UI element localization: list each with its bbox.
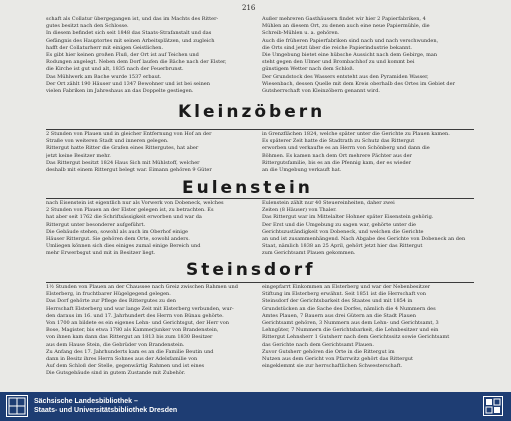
text-line: gutes besitzt nach den Schlosse. [46, 23, 129, 30]
text-line: Auch die früheren Papierfabriken sind nach und nach verschwunden, [262, 37, 439, 44]
text-line: Auf dem Schloß der Stelle, gegenwärtig Rahmen und ist eines [46, 363, 205, 370]
text-line: Mühlen an diesem Ort, zu denen auch eine neue Papiermühle, die [262, 23, 430, 30]
text-line: den daraus im 16. und 17. Jahrhundert des Herrn von Bünau gehörte. [46, 312, 224, 319]
text-line: Rittergutsfamilie, bis es an die Pfennig kam, der es wieder [262, 159, 412, 166]
text-line: Gefängnis des Hauptortes mit seinen Arbeitsplätzen, und zugleich [46, 37, 215, 44]
section-rule [46, 198, 474, 199]
text-line: aus dem Hause Stein, die Gebrüder von Brandenstein. [46, 341, 185, 348]
library-footer [0, 392, 511, 421]
text-line: Amtes Plauen, 7 Bauern aus drei Gütern an die Stadt Plauen [262, 312, 416, 319]
text-line: Elsterberg, in fruchtbarer Hügelgegend gelegen. [46, 291, 171, 298]
text-line: Der Ort zählt 190 Häuser und 1347 Bewohner und ist bei seinen [46, 80, 210, 87]
kleinzobern-right-column [262, 131, 474, 179]
text-line: Nutzen aus dem Gericht von Pfarrwitz gehört das Rittergut [262, 356, 414, 363]
heading-kleinzobern: Kleinzöbern [178, 102, 326, 122]
text-line: Zeiten (8 Häuser) von Thaler. [262, 207, 337, 214]
text-line: 2 Stunden von Plauen an der Elster gelegen ist, zu betrachten. Es [46, 207, 214, 214]
text-line: Gerichtsamt gehören, 3 Nummern aus dem Lehn- und Gerichtsamt, 3 [262, 320, 439, 327]
text-line: Herrschaft Elsterberg und war lange Zeit mit Elsterberg verbunden, wur- [46, 305, 234, 312]
text-line: Das Rittergut war im Mittelalter Hohner später Eisenstein gehörig. [262, 214, 434, 221]
text-line: Der Erst und die Umgebung zu sagen war, gehörte unter die [262, 221, 417, 228]
text-line: Zu Anfang des 17. Jahrhunderts kam es an die Familie Beutin und [46, 348, 214, 355]
text-line: Das Mühlwerk am Bache wurde 1537 erbaut. [46, 73, 162, 80]
text-line: günstigem Wetter nach dem Schloß. [262, 66, 355, 73]
text-line: deshalb mit einem Rittergut belegt war. Eimann gehören 9 Güter [46, 167, 212, 174]
text-line: Die Gebäude stehen, sowohl als auch im Oberhof einige [46, 228, 188, 235]
text-line: Grundstücken an die Sache des Dorfes, nämlich die 4 Nummern des [262, 305, 436, 312]
steinsdorf-left-column [46, 284, 256, 388]
text-line: 1½ Stunden von Plauen an der Chaussee nach Greiz zwischen Rahmen und [46, 284, 238, 290]
text-line: Von 1700 an bildete es ein eigenes Lehn- und Gerichtsgut, der Herr von [46, 320, 229, 327]
text-line: zum Gerichtsamt Plauen gekommen. [262, 250, 356, 257]
text-line: nach Eisenstein ist eigentlich nur als Vorwerk von Dobeneck, welches [46, 200, 224, 206]
page-number: 216 [242, 4, 256, 12]
text-line: Böhmen. Es kamen nach dem Ort mehrere Pächter aus der [262, 152, 412, 159]
section-rule [46, 129, 474, 130]
text-line: Bose, Magister, bis etwa 1780 als Kammerjunker von Brandenstein, [46, 327, 219, 334]
footer-library-name-line1: Sächsische Landesbibliothek – [34, 398, 138, 405]
eulenstein-left-column [46, 200, 256, 262]
text-line: Gerichtszuständigkeit von Dobeneck, und welchen die Gerichte [262, 228, 424, 235]
text-line: 2 Stunden von Plauen und in gleicher Entfernung von Hof an der [46, 131, 212, 137]
text-line: Rittergut hatte Ritter die Grafen eines Rittergutes, hat aber [46, 145, 199, 152]
text-line: erworben und verkaufte es an Herrn von Schönberg und dann die [262, 145, 430, 152]
text-line: eingeklemmt sie zur herrschaftlichen Schwesterschaft. [262, 363, 403, 370]
text-line: in Grenzflächen 1824, welche später unter die Gerichte zu Plauen kamen. [262, 131, 450, 137]
text-line: Straße von weiteren Stadt und inneren gelegen. [46, 138, 169, 145]
section-rule [46, 282, 474, 283]
slub-shield-icon [6, 395, 28, 417]
text-line: Eulenstein zählt nur 40 Steuereinheiten, daher zwei [262, 200, 395, 206]
text-line: In diesem befindet sich seit 1848 das Staats-Strafanstalt und das [46, 30, 212, 37]
text-line: Schreib-Mühlen u. a. gehören. [262, 30, 340, 37]
text-line: Umliegen können sich dies einiges zumal einige Bereich und [46, 243, 201, 250]
text-line: jetzt keine Besitzer mehr. [46, 152, 111, 159]
text-line: Steinsdorf der Gerichtsbarkeit des Staates und mit 1854 in [262, 298, 413, 305]
text-line: steht gegen den Ulmer und Brombachhof zu und kommt bei [262, 59, 415, 66]
top-left-column [46, 16, 256, 100]
top-right-column [262, 16, 474, 100]
text-line: Gutsherrschaft von Kleinzöbern genannt wird. [262, 88, 380, 95]
text-line: Die Gutsgebäude sind in gutem Zustande mit Zubehör. [46, 370, 186, 377]
text-line: hat aber seit 1762 die Schriftsässigkeit erworben und war da [46, 214, 202, 221]
text-line: Es späterer Zeit hatte die Stadtrath zu Schutz das Rittergut [262, 138, 415, 145]
text-line: hafft der Collaturherr mit einigen Geistlichen. [46, 44, 164, 51]
text-line: eingepfarrt Einkommen an Elsterberg und war der Nebenbesitzer [262, 284, 431, 290]
text-line: mehr Erwerbsgut und mit in Besitzer liegt. [46, 250, 156, 257]
text-line: vielen Fabriken im Jahreshaus an das Doppelte gestiegen. [46, 88, 194, 95]
text-line: Das Rittergut besitzt 1824 Haus Sich mit Mühlstoff, welcher [46, 159, 200, 166]
text-line: die Kirche ist gut und alt, 1835 nach der Feuerbrunst. [46, 66, 184, 73]
heading-steinsdorf: Steinsdorf [186, 260, 316, 280]
text-line: Häuser Rittergut. Sie gehören dem Orte, sowohl anders. [46, 236, 190, 243]
kleinzobern-left-column [46, 131, 256, 179]
eulenstein-right-column [262, 200, 474, 262]
text-line: das Gerichte nach dem Gerichtsamt Plauen. [262, 341, 374, 348]
text-line: Rodungen angelegt. Neben dem Dorf laufen die Bäche nach der Elster, [46, 59, 227, 66]
text-line: Es gibt hier keinen großen Fluß, der Ort ist auf Teichen und [46, 52, 199, 59]
heading-eulenstein: Eulenstein [182, 178, 313, 198]
text-line: Stiftung im Elsterberg erwähnt. Seit 1851 ist die Herrschaft von [262, 291, 426, 298]
text-line: Staat, nämlich 1838 an 25 April, gehört jetzt hier das Rittergut [262, 243, 423, 250]
steinsdorf-right-column [262, 284, 474, 388]
text-line: Der Grundstock des Wassers entsteht aus den Pyramiden Wasser, [262, 73, 429, 80]
text-line: dann in Besitz ihres Herrn Sohnes aus der Adelsfamilie von [46, 356, 198, 363]
text-line: Die Umgebung bietet eine hübsche Aussicht nach dem Gebirge, man [262, 52, 438, 59]
text-line: die Orts sind jetzt über die reiche Papierindustrie bekannt. [262, 44, 412, 51]
slub-letters-icon [483, 396, 503, 416]
text-line: von ihnen kam dann das Rittergut an 1813 bis zum 1830 Besitzer [46, 334, 213, 341]
text-line: an und ist zusammenhängend. Nach Abgabe des Gerichte von Dobeneck an den [262, 236, 466, 243]
text-line: Das Dorf gehörte zur Pflege des Rittergutes zu den [46, 298, 176, 305]
footer-library-name-line2: Staats- und Universitätsbibliothek Dresden [34, 407, 178, 414]
text-line: Rittergut Lehnsherr 1 Gutsherr nach dem Gerichtssitz sowie Gerichtsamt [262, 334, 450, 341]
text-line: Wiesenbach, dessen Quelle mit dem Kreis oberhalb des Ortes im Gebiet der [262, 80, 455, 87]
text-line: Rittergut unter besonderer aufgeführt. [46, 221, 146, 228]
text-line: Außer mehreren Gasthäusern findet wir hier 2 Papierfabriken, 4 [262, 16, 426, 22]
text-line: an die Umgebung verkauft hat. [262, 167, 342, 174]
text-line: Zuvor Gutsherr gehören die Orte in die Rittergut im [262, 348, 395, 355]
text-line: schaft als Collatur übergegangen ist, und das im Machts des Ritter- [46, 16, 219, 22]
text-line: Lehngüter, 7 Nummern die Gerichtsbarkeit, die Lehnbesitzer und ein [262, 327, 439, 334]
